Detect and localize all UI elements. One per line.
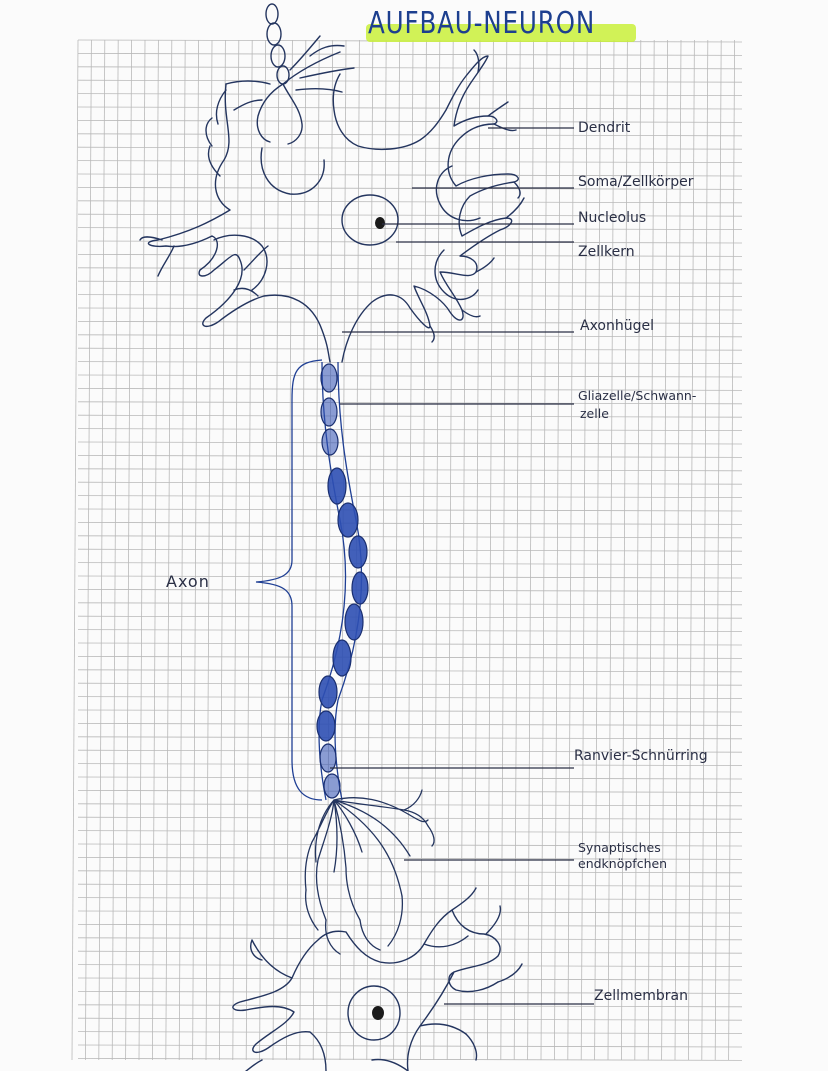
- soma-outline: [148, 56, 518, 362]
- grid-line: [78, 643, 742, 645]
- grid-line: [78, 683, 742, 685]
- grid-line: [78, 107, 742, 109]
- label-zellkern: Zellkern: [578, 244, 635, 260]
- grid-line: [78, 804, 742, 806]
- grid-line: [78, 268, 742, 270]
- grid-line: [78, 951, 742, 953]
- grid-line: [99, 40, 105, 1060]
- myelin-segment: [321, 398, 337, 426]
- myelin-segment: [338, 503, 358, 537]
- grid-line: [78, 1018, 742, 1020]
- grid-line: [78, 455, 742, 457]
- grid-line: [152, 40, 158, 1060]
- grid-line: [179, 40, 185, 1060]
- grid-line: [78, 362, 742, 364]
- grid-line: [688, 40, 694, 1060]
- grid-line: [648, 40, 654, 1060]
- myelin-segment: [319, 676, 337, 708]
- grid-line: [78, 884, 742, 886]
- grid-line: [78, 348, 742, 350]
- grid-line: [78, 442, 742, 444]
- grid-line: [78, 469, 742, 471]
- left-dendrites: [140, 81, 270, 296]
- label-axonhuegel: Axonhügel: [580, 318, 655, 334]
- grid-line: [78, 723, 742, 725]
- grid-line: [78, 697, 742, 699]
- grid-line: [78, 710, 742, 712]
- grid-line: [78, 228, 742, 230]
- grid-line: [78, 80, 742, 82]
- right-dendrites: [430, 50, 524, 342]
- grid-line: [78, 201, 742, 203]
- grid-line: [78, 254, 742, 256]
- label-glia-line2: zelle: [580, 406, 609, 421]
- myelin-segment: [345, 604, 363, 640]
- grid-line: [554, 40, 560, 1060]
- grid-line: [662, 40, 668, 1060]
- label-dendrit: Dendrit: [578, 120, 631, 136]
- label-axon: Axon: [166, 572, 210, 591]
- grid-line: [702, 40, 708, 1060]
- myelin-segment: [321, 364, 337, 392]
- label-nucleolus: Nucleolus: [578, 210, 647, 226]
- grid-line: [78, 415, 742, 417]
- grid-line: [78, 67, 742, 69]
- label-zellmembran: Zellmembran: [594, 988, 688, 1004]
- myelin-segment: [349, 536, 367, 568]
- grid-line: [78, 790, 742, 792]
- zellkern: [342, 195, 398, 245]
- page-title: AUFBAU-NEURON: [368, 6, 596, 41]
- grid-line: [166, 40, 172, 1060]
- grid-line: [78, 120, 742, 122]
- grid-line: [78, 630, 742, 632]
- grid-line: [729, 40, 735, 1060]
- grid-line: [541, 40, 547, 1060]
- label-soma: Soma/Zellkörper: [578, 174, 694, 190]
- grid-paper: [72, 40, 742, 1060]
- grid-line: [78, 898, 742, 900]
- grid-line: [78, 1005, 742, 1007]
- grid-line: [621, 40, 627, 1060]
- grid-line: [78, 94, 742, 96]
- grid-line: [126, 40, 132, 1060]
- label-ranvier: Ranvier-Schnürring: [574, 748, 708, 764]
- grid-line: [78, 161, 742, 163]
- label-glia-line1: Gliazelle/Schwann-: [578, 388, 697, 403]
- grid-line: [78, 777, 742, 779]
- grid-line: [568, 40, 574, 1060]
- grid-line: [139, 40, 145, 1060]
- grid-line: [78, 1058, 742, 1060]
- grid-line: [78, 965, 742, 967]
- grid-line: [78, 375, 742, 377]
- grid-line: [78, 938, 742, 940]
- grid-line: [635, 40, 641, 1060]
- grid-line: [112, 40, 118, 1060]
- grid-line: [78, 147, 742, 149]
- grid-line: [72, 40, 78, 1060]
- label-synapse-line2: endknöpfchen: [578, 856, 668, 871]
- grid-line: [78, 1032, 742, 1034]
- myelin-segment: [317, 711, 335, 741]
- grid-line: [78, 53, 742, 55]
- incoming-axon-chain: [266, 4, 289, 84]
- grid-line: [487, 40, 493, 1060]
- grid-line: [581, 40, 587, 1060]
- grid-line: [78, 295, 742, 297]
- grid-line: [78, 911, 742, 913]
- grid-line: [78, 281, 742, 283]
- grid-line: [85, 40, 91, 1060]
- grid-line: [78, 429, 742, 431]
- lower-nucleolus: [372, 1006, 384, 1020]
- grid-line: [78, 134, 742, 136]
- myelin-segment: [322, 429, 338, 455]
- label-synapse-line1: Synaptisches: [578, 840, 661, 855]
- myelin-segment: [352, 572, 368, 604]
- grid-line: [78, 831, 742, 833]
- grid-line: [608, 40, 614, 1060]
- grid-line: [78, 924, 742, 926]
- grid-line: [514, 40, 520, 1060]
- grid-line: [595, 40, 601, 1060]
- grid-line: [528, 40, 534, 1060]
- grid-line: [78, 737, 742, 739]
- grid-line: [193, 40, 199, 1060]
- myelin-segment: [328, 468, 346, 504]
- grid-line: [715, 40, 721, 1060]
- grid-line: [78, 817, 742, 819]
- grid-line: [78, 335, 742, 337]
- nucleolus: [375, 217, 385, 229]
- myelin-segment: [333, 640, 351, 676]
- grid-line: [78, 656, 742, 658]
- myelin-segment: [324, 774, 340, 798]
- grid-line: [501, 40, 507, 1060]
- grid-line: [675, 40, 681, 1060]
- grid-line: [78, 670, 742, 672]
- grid-line: [78, 978, 742, 980]
